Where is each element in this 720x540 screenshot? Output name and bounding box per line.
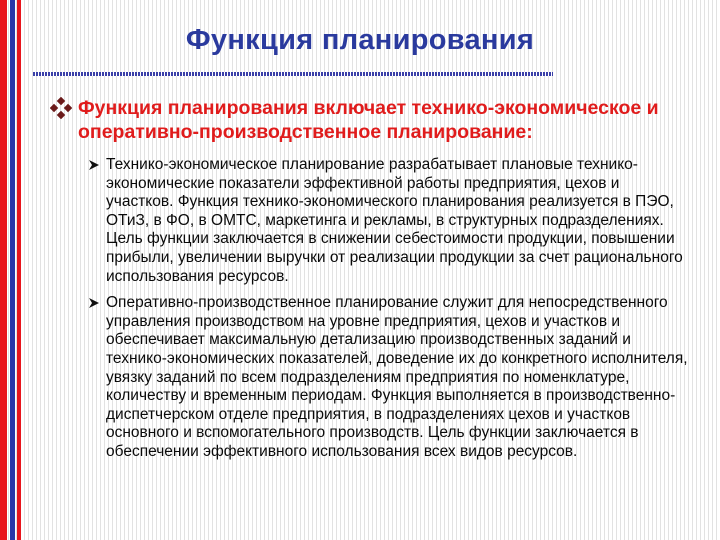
arrowhead-bullet-icon [88, 159, 100, 171]
list-item-text: Технико-экономическое планирование разрабатывает плановые технико-экономические показатели эффективной работы предприятия, цехов и участков. Функция технико-экономического планирования реализуется в ПЭО, ОТиЗ, в ФО, в ОМТС, маркетинга и рекламы, в структурных подразделениях. Цель функции заключается в снижении себестоимости продукции, повышении прибыли, увеличении выручки от реализации продукции за счет рационального использования ресурсов. [106, 156, 683, 285]
heading-text: Функция планирования включает технико-экономическое и оперативно-производственное планирование: [78, 97, 659, 143]
heading-item [50, 96, 690, 144]
title-divider [33, 72, 553, 76]
slide-body [50, 96, 690, 462]
list-item [50, 156, 690, 286]
arrowhead-bullet-icon [88, 297, 100, 309]
slide-title: Функция планирования [185, 24, 535, 56]
diamond-bullet-icon [50, 97, 72, 119]
left-red-stripe [0, 0, 7, 540]
list-item [50, 294, 690, 461]
left-red-stripe-inner [17, 0, 21, 540]
left-blue-stripe [10, 0, 15, 540]
list-item-text: Оперативно-производственное планирование служит для непосредственного управления производством на уровне предприятия, цехов и участков и обеспечивает максимальную детализацию производственных заданий и технико-экономических показателей, доведение их до конкретного исполнителя, увязку заданий по всем подразделениям предприятия по номенклатуре, количеству и временным периодам. Функция выполняется в производственно-диспетчерском отделе предприятия, в подразделениях цехов и участков основного и вспомогательного производств. Цель функции заключается в обеспечении эффективного использования всех видов ресурсов. [106, 294, 688, 460]
